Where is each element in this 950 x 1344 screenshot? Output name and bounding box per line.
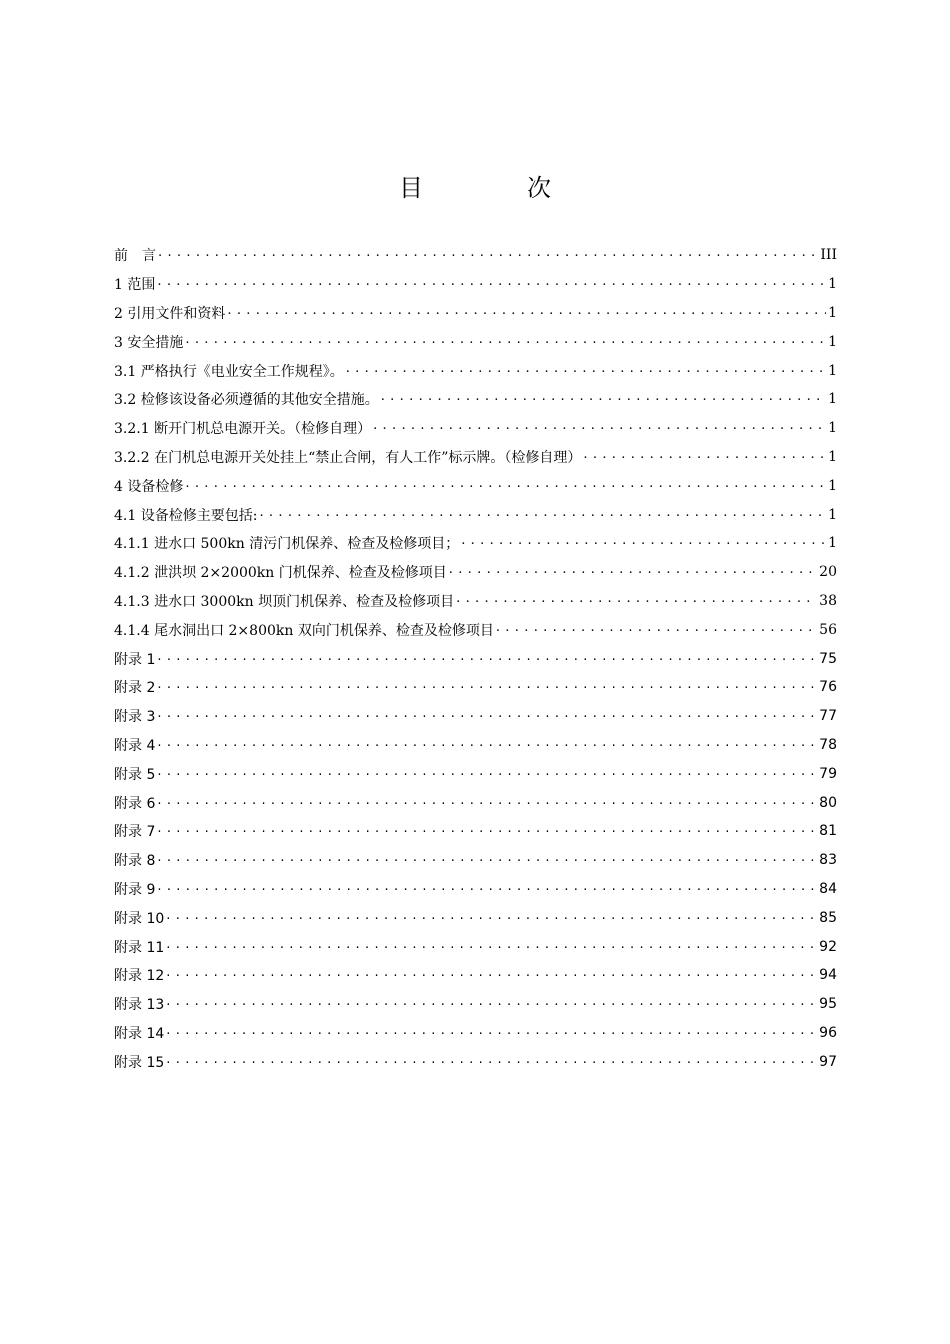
dot-leader — [185, 479, 826, 493]
dot-leader — [157, 652, 817, 666]
toc-entry-label: 1 范围 — [114, 277, 156, 294]
toc-entry-page-number: 77 — [819, 708, 837, 725]
dot-leader — [259, 508, 826, 522]
toc-entry-page-number: 1 — [828, 506, 837, 523]
dot-leader — [157, 796, 817, 810]
dot-leader — [157, 277, 826, 291]
toc-entry-label: 4.1 设备检修主要包括: — [114, 507, 258, 524]
toc-entry-label: 4.1.2 泄洪坝 2×2000kn 门机保养、检查及检修项目 — [114, 565, 447, 582]
toc-entry-page-number: 56 — [819, 621, 837, 638]
toc-entry[interactable] — [114, 788, 837, 817]
toc-entry[interactable] — [114, 414, 837, 443]
page-title: 目 次 — [399, 174, 591, 202]
toc-entry[interactable] — [114, 961, 837, 990]
toc-entry-label: 4 设备检修 — [114, 478, 184, 495]
dot-leader — [381, 392, 826, 406]
toc-entry-page-number: 1 — [828, 362, 837, 379]
toc-entry[interactable] — [114, 529, 837, 558]
dot-leader — [157, 738, 817, 752]
dot-leader — [166, 1026, 817, 1040]
toc-entry[interactable] — [114, 1047, 837, 1076]
toc-entry-page-number: 85 — [819, 909, 837, 926]
dot-leader — [158, 248, 818, 262]
toc-entry-label: 附录 7 — [114, 824, 156, 841]
toc-entry-label: 附录 12 — [114, 968, 165, 985]
toc-entry-label: 附录 4 — [114, 737, 156, 754]
toc-entry-label: 前 言 — [114, 248, 156, 265]
toc-entry-page-number: 97 — [819, 1053, 837, 1070]
toc-entry-page-number: 1 — [828, 391, 837, 408]
toc-entry-label: 附录 8 — [114, 853, 156, 870]
dot-leader — [185, 335, 826, 349]
toc-entry[interactable] — [114, 817, 837, 846]
toc-entry-page-number: 95 — [819, 996, 837, 1013]
toc-entry-page-number: 38 — [819, 592, 837, 609]
toc-entry-label: 附录 11 — [114, 939, 165, 956]
toc-entry[interactable] — [114, 702, 837, 731]
dot-leader — [449, 565, 817, 579]
dot-leader — [496, 623, 817, 637]
toc-entry[interactable] — [114, 875, 837, 904]
dot-leader — [461, 536, 826, 550]
toc-entry-page-number: 1 — [828, 304, 837, 321]
toc-entry[interactable] — [114, 241, 837, 270]
toc-entry-page-number: 1 — [828, 477, 837, 494]
toc-entry[interactable] — [114, 471, 837, 500]
toc-entry[interactable] — [114, 990, 837, 1019]
toc-entry-label: 3.2 检修该设备必须遵循的其他安全措施。 — [114, 392, 379, 409]
toc-entry[interactable] — [114, 731, 837, 760]
toc-entry[interactable] — [114, 587, 837, 616]
toc-entry-label: 3.1 严格执行《电业安全工作规程》。 — [114, 363, 344, 380]
toc-entry[interactable] — [114, 615, 837, 644]
toc-entry-label: 2 引用文件和资料 — [114, 305, 226, 322]
toc-entry-page-number: 80 — [819, 794, 837, 811]
toc-entry-label: 附录 14 — [114, 1025, 165, 1042]
toc-entry-page-number: 84 — [819, 880, 837, 897]
toc-entry-label: 3.2.2 在门机总电源开关处挂上“禁止合闸，有人工作”标示牌。（检修自理） — [114, 449, 582, 466]
table-of-contents — [114, 241, 837, 1076]
toc-entry-page-number: 83 — [819, 852, 837, 869]
dot-leader — [157, 853, 817, 867]
dot-leader — [373, 421, 826, 435]
toc-entry[interactable] — [114, 270, 837, 299]
dot-leader — [166, 968, 817, 982]
toc-entry[interactable] — [114, 299, 837, 328]
toc-entry-page-number: 81 — [819, 823, 837, 840]
dot-leader — [157, 882, 817, 896]
toc-entry-label: 附录 15 — [114, 1054, 165, 1071]
toc-entry-label: 附录 6 — [114, 795, 156, 812]
toc-entry[interactable] — [114, 500, 837, 529]
dot-leader — [346, 364, 826, 378]
toc-entry-page-number: 1 — [828, 333, 837, 350]
toc-entry-page-number: 92 — [819, 938, 837, 955]
toc-entry-page-number: 94 — [819, 967, 837, 984]
toc-entry-page-number: 1 — [828, 535, 837, 552]
toc-entry[interactable] — [114, 558, 837, 587]
toc-entry-label: 附录 5 — [114, 766, 156, 783]
toc-entry-label: 附录 2 — [114, 680, 156, 697]
toc-entry[interactable] — [114, 644, 837, 673]
dot-leader — [157, 767, 817, 781]
toc-entry-page-number: 1 — [828, 448, 837, 465]
toc-entry-label: 4.1.4 尾水洞出口 2×800kn 双向门机保养、检查及检修项目 — [114, 622, 494, 639]
toc-entry-page-number: 75 — [819, 650, 837, 667]
toc-entry[interactable] — [114, 1019, 837, 1048]
dot-leader — [166, 1055, 817, 1069]
toc-entry[interactable] — [114, 759, 837, 788]
dot-leader — [227, 306, 826, 320]
toc-entry[interactable] — [114, 356, 837, 385]
toc-entry-page-number: 20 — [819, 564, 837, 581]
toc-entry[interactable] — [114, 327, 837, 356]
toc-entry-page-number: 96 — [819, 1024, 837, 1041]
toc-entry[interactable] — [114, 846, 837, 875]
toc-entry[interactable] — [114, 903, 837, 932]
toc-entry-label: 附录 3 — [114, 709, 156, 726]
toc-entry[interactable] — [114, 932, 837, 961]
toc-entry-label: 4.1.1 进水口 500kn 清污门机保养、检查及检修项目； — [114, 536, 460, 553]
toc-entry-page-number: III — [820, 247, 837, 264]
toc-entry-label: 4.1.3 进水口 3000kn 坝顶门机保养、检查及检修项目 — [114, 593, 455, 610]
toc-entry-page-number: 1 — [828, 276, 837, 293]
dot-leader — [166, 911, 817, 925]
dot-leader — [456, 594, 817, 608]
toc-entry-label: 附录 1 — [114, 651, 156, 668]
dot-leader — [166, 997, 817, 1011]
dot-leader — [157, 824, 817, 838]
dot-leader — [583, 450, 826, 464]
toc-entry-page-number: 76 — [819, 679, 837, 696]
toc-entry-label: 附录 13 — [114, 997, 165, 1014]
dot-leader — [166, 940, 817, 954]
toc-entry[interactable] — [114, 443, 837, 472]
dot-leader — [157, 680, 817, 694]
toc-entry[interactable] — [114, 385, 837, 414]
toc-entry-page-number: 1 — [828, 420, 837, 437]
toc-entry-label: 附录 10 — [114, 910, 165, 927]
toc-entry-page-number: 78 — [819, 736, 837, 753]
toc-entry-page-number: 79 — [819, 765, 837, 782]
toc-entry-label: 3 安全措施 — [114, 334, 184, 351]
toc-entry[interactable] — [114, 673, 837, 702]
toc-entry-label: 3.2.1 断开门机总电源开关。（检修自理） — [114, 421, 372, 438]
dot-leader — [157, 709, 817, 723]
toc-entry-label: 附录 9 — [114, 881, 156, 898]
